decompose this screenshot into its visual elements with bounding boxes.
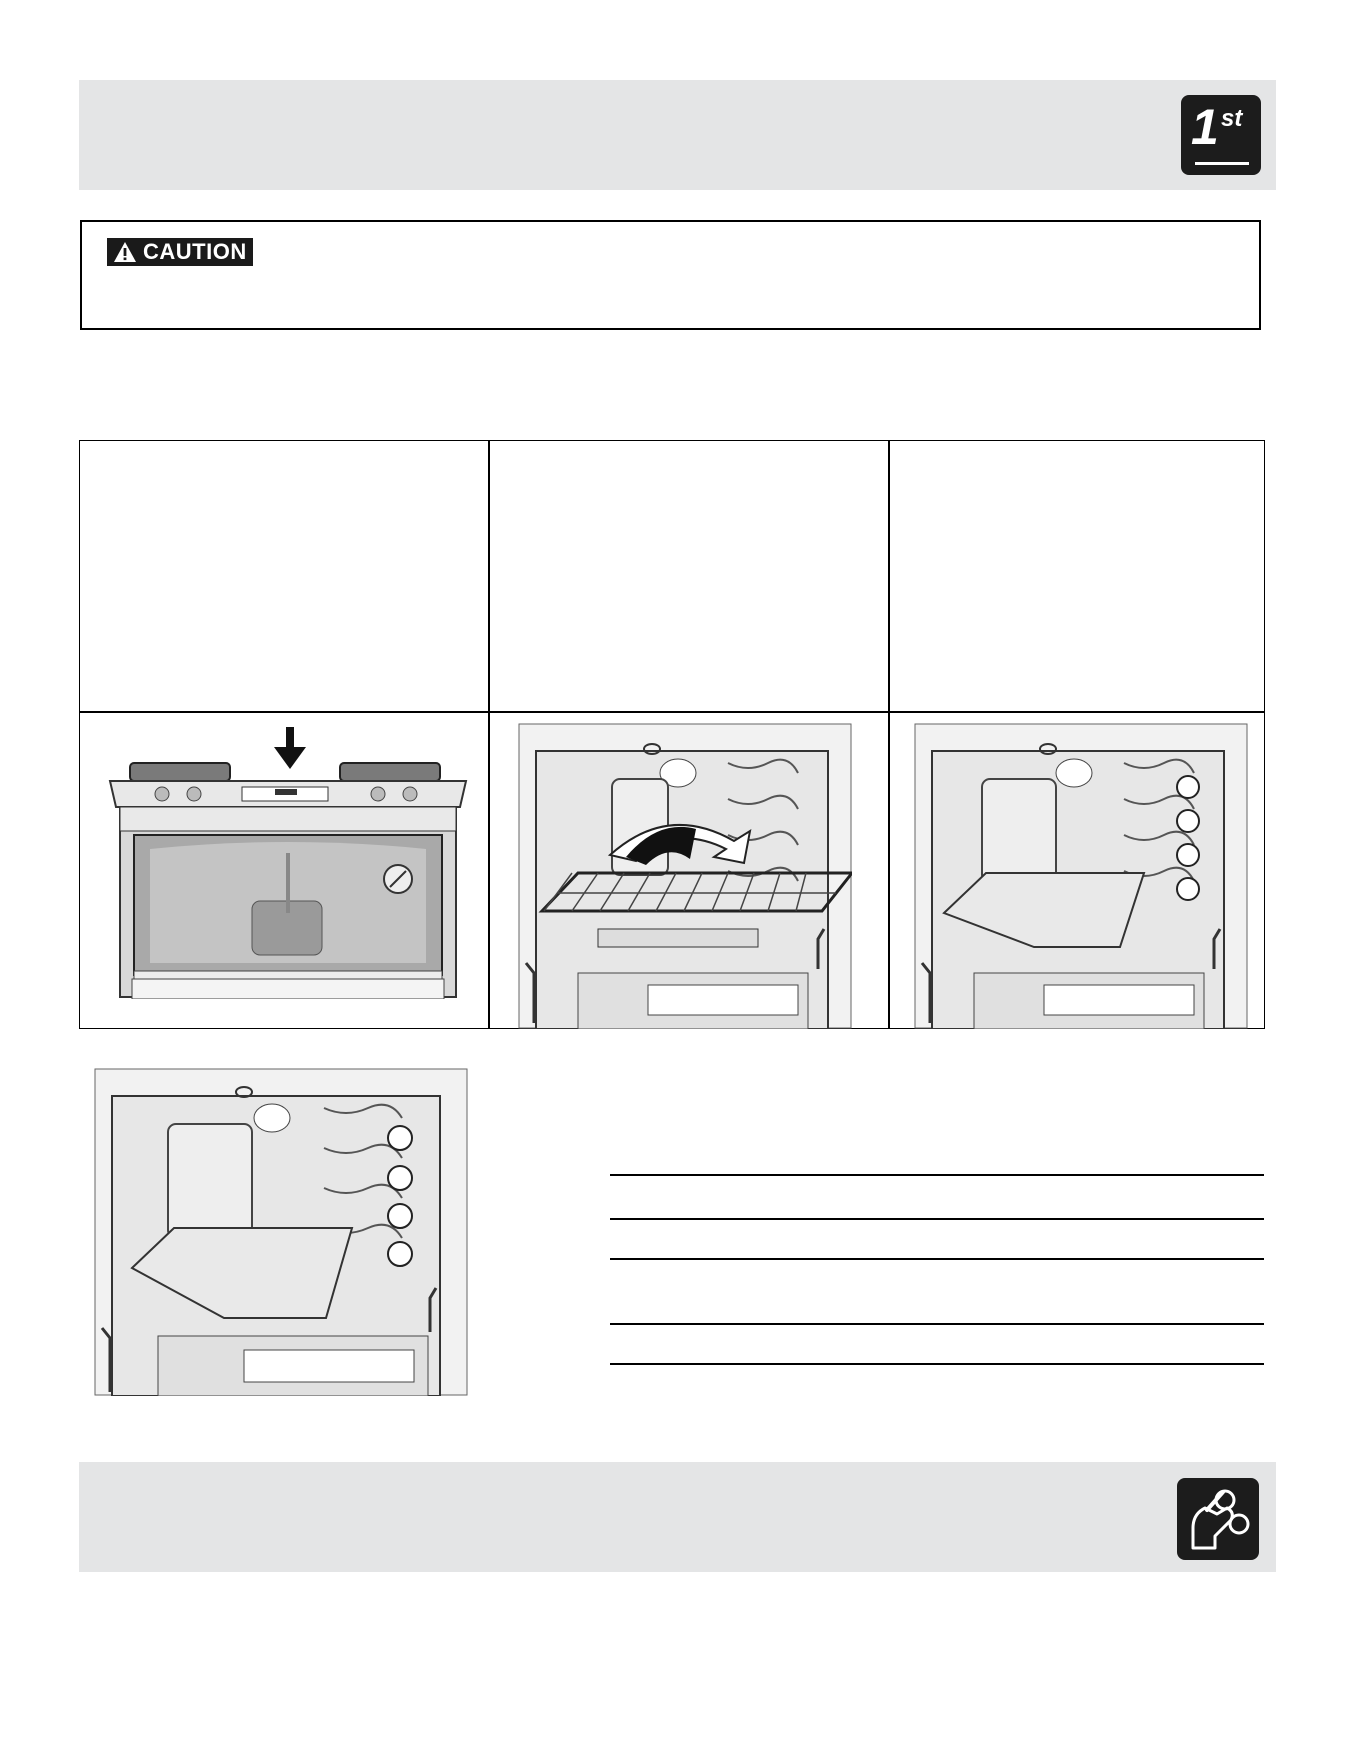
rack-insertion-figure [518, 723, 852, 1029]
down-arrow-icon [274, 727, 306, 769]
caution-text: CAUTION [143, 239, 247, 264]
rack-positions-figure-right [914, 723, 1248, 1029]
rack-positions-figure-lower [94, 1068, 468, 1396]
caution-box [80, 220, 1261, 330]
badge-suffix: st [1221, 105, 1243, 132]
hand-tips-icon [1177, 1478, 1259, 1560]
footer-band [79, 1462, 1276, 1572]
steps-table [79, 440, 1265, 1029]
warning-triangle-icon [113, 241, 137, 263]
cooktop-oven-figure [102, 723, 474, 999]
caution-label [107, 238, 253, 266]
first-step-icon [1181, 95, 1261, 175]
badge-number: 1 [1191, 99, 1217, 155]
header-band [79, 80, 1276, 190]
